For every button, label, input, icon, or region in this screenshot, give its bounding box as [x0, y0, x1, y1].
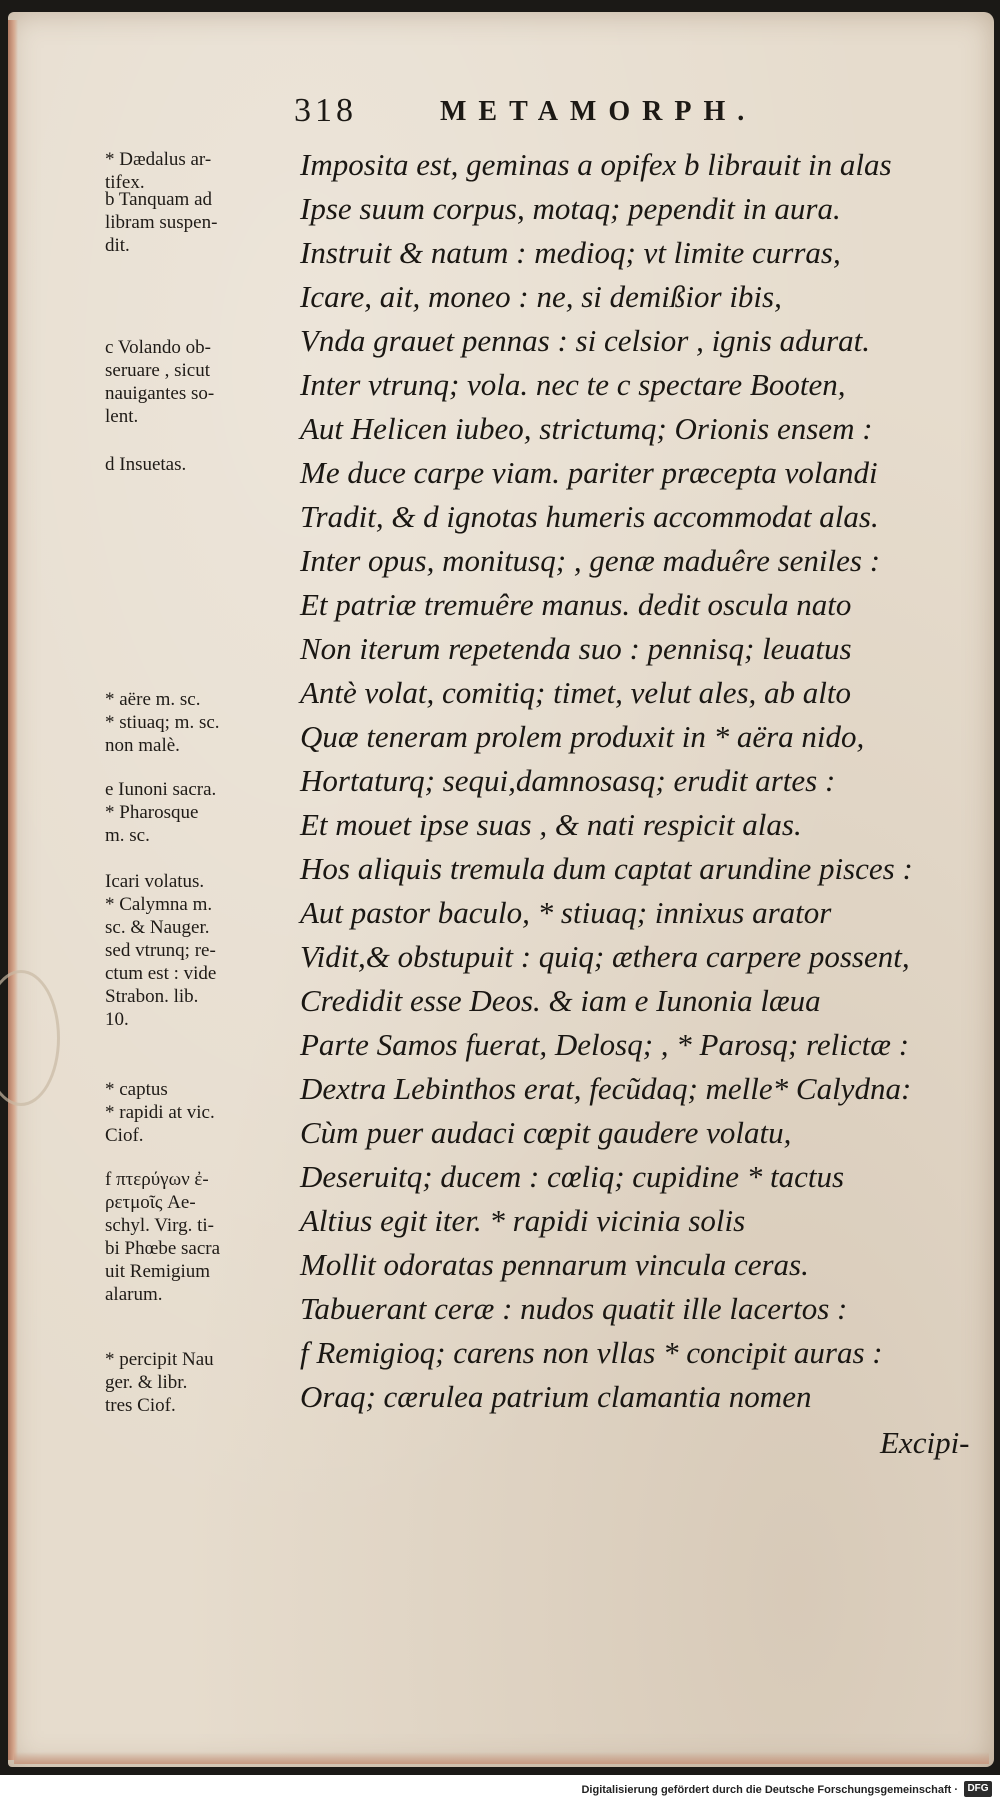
page-edge-bottom [14, 1752, 989, 1764]
verse-line: Me duce carpe viam. pariter præcepta volandi [300, 455, 878, 490]
verse-line: Inter opus, monitusq; , genæ maduêre seniles : [300, 543, 881, 578]
verse-line: Et mouet ipse suas , & nati respicit alas. [300, 807, 802, 842]
verse-line: Credidit esse Deos. & iam e Iunonia læua [300, 983, 821, 1018]
verse-line: Deseruitq; ducem : cœliq; cupidine * tactus [300, 1159, 845, 1194]
side-note: e Iunoni sacra. * Pharosque m. sc. [105, 779, 217, 846]
verse-line: Hos aliquis tremula dum captat arundine pisces : [300, 851, 913, 886]
verse-line: Tabuerant ceræ : nudos quatit ille lacertos : [300, 1291, 848, 1326]
verse-line: Antè volat, comitiq; timet, velut ales, ab alto [300, 675, 851, 710]
side-note: c Volando ob- seruare , sicut nauigantes so- lent. [105, 337, 215, 427]
verse-line: Aut Helicen iubeo, strictumq; Orionis ensem : [300, 411, 873, 446]
side-note: * aëre m. sc. * stiuaq; m. sc. non malè. [105, 689, 220, 756]
side-note: b Tanquam ad libram suspen- dit. [105, 189, 218, 256]
running-title: METAMORPH. [440, 96, 757, 127]
verse-line: Cùm puer audaci cœpit gaudere volatu, [300, 1115, 792, 1150]
page-edge-left [8, 20, 18, 1760]
page-header [290, 92, 850, 134]
side-note: d Insuetas. [105, 454, 187, 475]
funding-credit: Digitalisierung gefördert durch die Deutsche Forschungsgemeinschaft · [581, 1784, 958, 1796]
verse-line: Instruit & natum : medioq; vt limite curras, [300, 235, 841, 270]
verse-line: Ipse suum corpus, motaq; pependit in aura. [300, 191, 841, 226]
catchword: Excipi- [880, 1425, 970, 1460]
verse-line: Non iterum repetenda suo : pennisq; leuatus [300, 631, 852, 666]
verse-line: Vnda grauet pennas : si celsior , ignis adurat. [300, 323, 871, 358]
verse-line: Parte Samos fuerat, Delosq; , * Parosq; relictæ : [300, 1027, 910, 1062]
verse-line: Inter vtrunq; vola. nec te c spectare Booten, [300, 367, 846, 402]
verse-line: Aut pastor baculo, * stiuaq; innixus arator [300, 895, 832, 930]
side-note: Icari volatus. * Calymna m. sc. & Nauger. sed vtrunq; re- ctum est : vide Strabon. lib. 10. [105, 871, 217, 1030]
verse-line: Hortaturq; sequi,damnosasq; erudit artes : [300, 763, 836, 798]
verse-line: Quæ teneram prolem produxit in * aëra nido, [300, 719, 865, 754]
verse-line: Vidit,& obstupuit : quiq; æthera carpere possent, [300, 939, 910, 974]
verse-line: Oraq; cærulea patrium clamantia nomen [300, 1379, 812, 1414]
verse-line: Imposita est, geminas a opifex b librauit in alas [300, 147, 892, 182]
side-note: * Dædalus ar- tifex. [105, 149, 212, 193]
verse-line: Et patriæ tremuêre manus. dedit oscula nato [300, 587, 852, 622]
page-number: 318 [294, 92, 357, 129]
dfg-logo-icon: DFG [964, 1781, 992, 1797]
verse-line: Mollit odoratas pennarum vincula ceras. [300, 1247, 809, 1282]
verse-column [300, 145, 990, 1445]
verse-line: Icare, ait, moneo : ne, si demißior ibis, [300, 279, 782, 314]
side-notes [105, 148, 297, 1448]
digitization-footer [0, 1775, 1000, 1805]
side-note: * captus * rapidi at vic. Ciof. [105, 1079, 215, 1146]
verse-line: Dextra Lebinthos erat, fecũdaq; melle* Calydna: [300, 1071, 912, 1106]
verse-line: Tradit, & d ignotas humeris accommodat alas. [300, 499, 879, 534]
side-note: f πτερύγων ἐ- ρετμοῖς Ae- schyl. Virg. ti- bi Phœbe sacra uit Remigium alarum. [105, 1169, 221, 1305]
verse-line: Altius egit iter. * rapidi vicinia solis [300, 1203, 746, 1238]
side-note: * percipit Nau ger. & libr. tres Ciof. [105, 1349, 214, 1416]
verse-line: f Remigioq; carens non vllas * concipit auras : [300, 1335, 883, 1370]
